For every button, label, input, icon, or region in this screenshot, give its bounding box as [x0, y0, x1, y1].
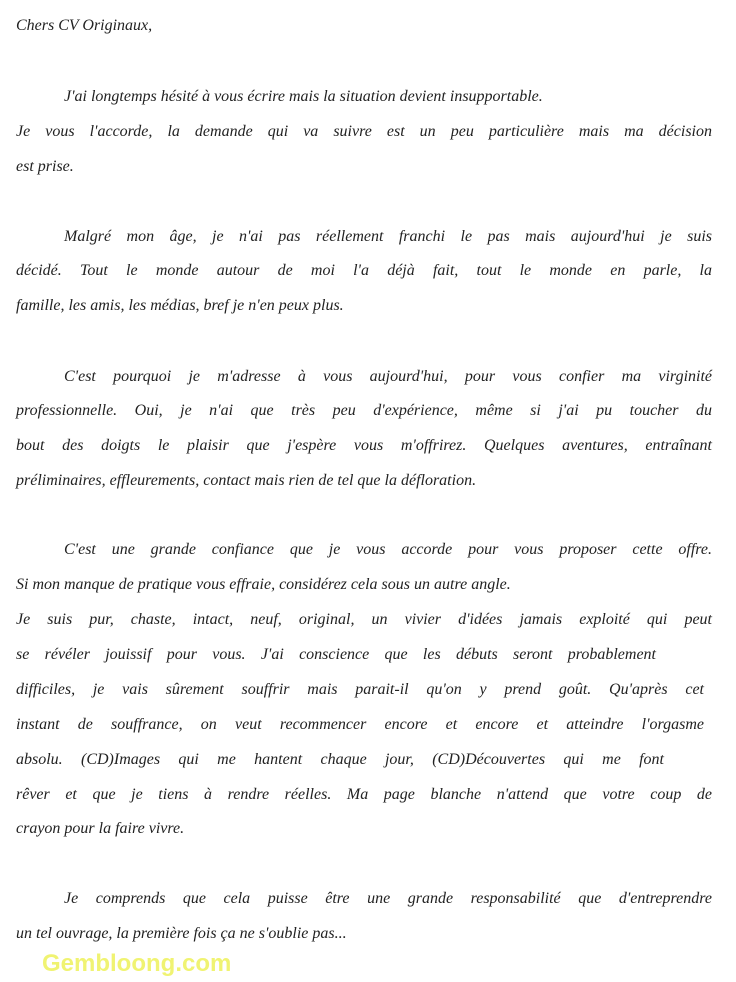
letter-line: crayon pour la faire vivre.	[16, 820, 185, 837]
greeting: Chers CV Originaux,	[16, 17, 153, 34]
letter-line: Je vous l'accorde, la demande qui va suivre est un peu particulière mais ma décision	[16, 123, 712, 140]
letter-line: instant de souffrance, on veut recommencer encore et encore et atteindre l'orgasme	[16, 716, 704, 733]
letter-line: J'ai longtemps hésité à vous écrire mais la situation devient insupportable.	[64, 88, 543, 105]
letter-line: professionnelle. Oui, je n'ai que très peu d'expérience, même si j'ai pu toucher du	[16, 402, 712, 419]
letter-line: rêver et que je tiens à rendre réelles. Ma page blanche n'attend que votre coup de	[16, 786, 712, 803]
letter-line: préliminaires, effleurements, contact mais rien de tel que la défloration.	[16, 472, 477, 489]
letter-line: C'est pourquoi je m'adresse à vous aujourd'hui, pour vous confier ma virginité	[64, 368, 712, 385]
letter-line: se révéler jouissif pour vous. J'ai conscience que les débuts seront probablement	[16, 646, 656, 663]
letter-line: Malgré mon âge, je n'ai pas réellement franchi le pas mais aujourd'hui je suis	[64, 228, 712, 245]
watermark: Gembloong.com	[42, 950, 232, 977]
letter-line: décidé. Tout le monde autour de moi l'a déjà fait, tout le monde en parle, la	[16, 262, 712, 279]
letter-line: un tel ouvrage, la première fois ça ne s'oublie pas...	[16, 925, 347, 942]
letter-line: famille, les amis, les médias, bref je n'en peux plus.	[16, 297, 344, 314]
letter-line: bout des doigts le plaisir que j'espère vous m'offrirez. Quelques aventures, entraînant	[16, 437, 712, 454]
letter-line: est prise.	[16, 158, 74, 175]
letter-line: C'est une grande confiance que je vous accorde pour vous proposer cette offre.	[64, 541, 712, 558]
letter-line: absolu. (CD)Images qui me hantent chaque jour, (CD)Découvertes qui me font	[16, 751, 664, 768]
letter-line: Je comprends que cela puisse être une grande responsabilité que d'entreprendre	[64, 890, 712, 907]
letter-line: Si mon manque de pratique vous effraie, considérez cela sous un autre angle.	[16, 576, 511, 593]
letter-line: Je suis pur, chaste, intact, neuf, original, un vivier d'idées jamais exploité qui peut	[16, 611, 712, 628]
letter-line: difficiles, je vais sûrement souffrir mais parait-il qu'on y prend goût. Qu'après cet	[16, 681, 704, 698]
